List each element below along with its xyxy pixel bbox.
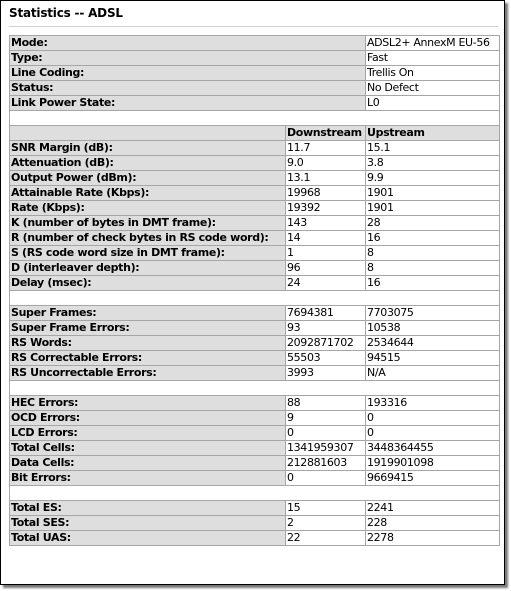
upstream-value: 0 — [366, 426, 500, 441]
stat-label: Super Frames: — [10, 306, 286, 321]
downstream-value: 0 — [286, 426, 366, 441]
upstream-value: 10538 — [366, 321, 500, 336]
stat-label: Rate (Kbps): — [10, 201, 286, 216]
row-value: Trellis On — [366, 66, 500, 81]
stat-label: Attainable Rate (Kbps): — [10, 186, 286, 201]
stat-row — [10, 441, 500, 456]
stat-row — [10, 141, 500, 156]
stat-label: OCD Errors: — [10, 411, 286, 426]
downstream-value: 0 — [286, 471, 366, 486]
upstream-header: Upstream — [366, 126, 500, 141]
stat-row — [10, 336, 500, 351]
stat-row — [10, 156, 500, 171]
row-label: Link Power State: — [10, 96, 366, 111]
row-value: No Defect — [366, 81, 500, 96]
downstream-value: 212881603 — [286, 456, 366, 471]
downstream-value: 13.1 — [286, 171, 366, 186]
stat-label: K (number of bytes in DMT frame): — [10, 216, 286, 231]
stat-label: RS Words: — [10, 336, 286, 351]
upstream-value: N/A — [366, 366, 500, 381]
downstream-value: 1 — [286, 246, 366, 261]
stat-row — [10, 246, 500, 261]
downstream-value: 55503 — [286, 351, 366, 366]
stat-label: RS Correctable Errors: — [10, 351, 286, 366]
stat-row — [10, 216, 500, 231]
stat-label: Total UAS: — [10, 531, 286, 546]
stat-row — [10, 321, 500, 336]
upstream-value: 1901 — [366, 186, 500, 201]
stat-label: Data Cells: — [10, 456, 286, 471]
downstream-value: 3993 — [286, 366, 366, 381]
downstream-value: 9.0 — [286, 156, 366, 171]
row-label: Type: — [10, 51, 366, 66]
upstream-value: 16 — [366, 276, 500, 291]
stat-label: SNR Margin (dB): — [10, 141, 286, 156]
upstream-value: 3448364455 — [366, 441, 500, 456]
stat-row — [10, 186, 500, 201]
row-label: Line Coding: — [10, 66, 366, 81]
stat-row — [10, 276, 500, 291]
stat-label: S (RS code word size in DMT frame): — [10, 246, 286, 261]
downstream-value: 7694381 — [286, 306, 366, 321]
column-header-row — [10, 126, 500, 141]
upstream-value: 193316 — [366, 396, 500, 411]
stat-label: Delay (msec): — [10, 276, 286, 291]
stat-label: D (interleaver depth): — [10, 261, 286, 276]
stat-label: HEC Errors: — [10, 396, 286, 411]
upstream-value: 9.9 — [366, 171, 500, 186]
stat-label: Bit Errors: — [10, 471, 286, 486]
stat-row — [10, 396, 500, 411]
stat-label: Super Frame Errors: — [10, 321, 286, 336]
stat-label: Attenuation (dB): — [10, 156, 286, 171]
stat-row — [10, 366, 500, 381]
upstream-value: 8 — [366, 261, 500, 276]
upstream-value: 8 — [366, 246, 500, 261]
spacer-cell — [10, 381, 500, 396]
stat-row — [10, 201, 500, 216]
stat-row — [10, 411, 500, 426]
line-info-row — [10, 81, 500, 96]
downstream-value: 143 — [286, 216, 366, 231]
stat-row — [10, 426, 500, 441]
stat-row — [10, 531, 500, 546]
stat-row — [10, 171, 500, 186]
downstream-header: Downstream — [286, 126, 366, 141]
stat-row — [10, 516, 500, 531]
row-value: ADSL2+ AnnexM EU-56 — [366, 36, 500, 51]
title-divider — [9, 26, 498, 27]
stat-row — [10, 261, 500, 276]
downstream-value: 93 — [286, 321, 366, 336]
downstream-value: 88 — [286, 396, 366, 411]
spacer-cell — [10, 111, 500, 126]
spacer-row — [10, 486, 500, 501]
upstream-value: 2534644 — [366, 336, 500, 351]
downstream-value: 19968 — [286, 186, 366, 201]
stat-label: Total Cells: — [10, 441, 286, 456]
line-info-row — [10, 96, 500, 111]
spacer-row — [10, 291, 500, 306]
stat-row — [10, 501, 500, 516]
stat-row — [10, 351, 500, 366]
downstream-value: 24 — [286, 276, 366, 291]
adsl-stats-table — [9, 35, 500, 546]
stat-label: RS Uncorrectable Errors: — [10, 366, 286, 381]
downstream-value: 11.7 — [286, 141, 366, 156]
row-label: Mode: — [10, 36, 366, 51]
upstream-value: 15.1 — [366, 141, 500, 156]
upstream-value: 228 — [366, 516, 500, 531]
spacer-row — [10, 111, 500, 126]
upstream-value: 2241 — [366, 501, 500, 516]
upstream-value: 3.8 — [366, 156, 500, 171]
spacer-row — [10, 381, 500, 396]
downstream-value: 14 — [286, 231, 366, 246]
header-blank-cell — [10, 126, 286, 141]
row-value: L0 — [366, 96, 500, 111]
stat-label: Output Power (dBm): — [10, 171, 286, 186]
stat-label: Total ES: — [10, 501, 286, 516]
stat-row — [10, 306, 500, 321]
line-info-row — [10, 51, 500, 66]
upstream-value: 1901 — [366, 201, 500, 216]
stat-label: R (number of check bytes in RS code word): — [10, 231, 286, 246]
line-info-row — [10, 36, 500, 51]
page-title: Statistics -- ADSL — [9, 6, 123, 20]
upstream-value: 9669415 — [366, 471, 500, 486]
line-info-row — [10, 66, 500, 81]
downstream-value: 15 — [286, 501, 366, 516]
upstream-value: 7703075 — [366, 306, 500, 321]
downstream-value: 2 — [286, 516, 366, 531]
downstream-value: 22 — [286, 531, 366, 546]
stat-label: Total SES: — [10, 516, 286, 531]
downstream-value: 1341959307 — [286, 441, 366, 456]
stat-label: LCD Errors: — [10, 426, 286, 441]
downstream-value: 2092871702 — [286, 336, 366, 351]
spacer-cell — [10, 291, 500, 306]
upstream-value: 94515 — [366, 351, 500, 366]
upstream-value: 1919901098 — [366, 456, 500, 471]
downstream-value: 19392 — [286, 201, 366, 216]
spacer-cell — [10, 486, 500, 501]
upstream-value: 28 — [366, 216, 500, 231]
upstream-value: 2278 — [366, 531, 500, 546]
upstream-value: 16 — [366, 231, 500, 246]
downstream-value: 9 — [286, 411, 366, 426]
downstream-value: 96 — [286, 261, 366, 276]
upstream-value: 0 — [366, 411, 500, 426]
stat-row — [10, 456, 500, 471]
stat-row — [10, 471, 500, 486]
row-value: Fast — [366, 51, 500, 66]
row-label: Status: — [10, 81, 366, 96]
stat-row — [10, 231, 500, 246]
